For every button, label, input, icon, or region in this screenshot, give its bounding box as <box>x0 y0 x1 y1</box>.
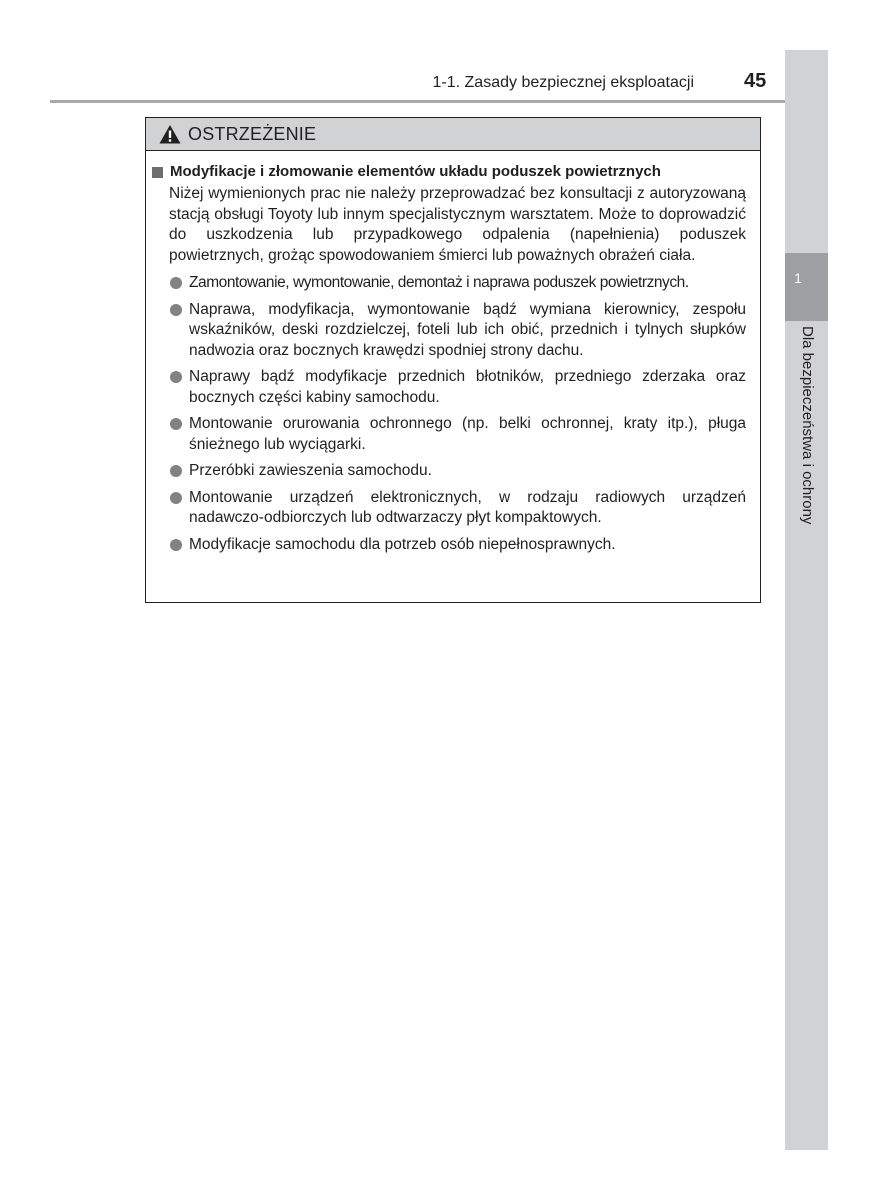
warning-subheading-text: Modyfikacje i złomowanie elementów układu poduszek powietrznych <box>170 163 661 180</box>
bullet-dot-icon <box>170 371 182 383</box>
warning-subheading <box>152 162 746 182</box>
list-item-text: Zamontowanie, wymontowanie, demontaż i naprawa poduszek powietrznych. <box>189 274 689 291</box>
chapter-title: Dla bezpieczeństwa i ochrony <box>799 326 816 525</box>
chapter-tab-bar <box>785 50 828 1150</box>
list-item-text: Naprawy bądź modyfikacje przednich błotników, przedniego zderzaka oraz bocznych części kabiny samochodu. <box>189 368 746 406</box>
square-bullet-icon <box>152 167 163 178</box>
bullet-dot-icon <box>170 492 182 504</box>
list-item <box>152 461 746 482</box>
list-item-text: Modyfikacje samochodu dla potrzeb osób niepełnosprawnych. <box>189 535 616 553</box>
warning-header <box>146 118 760 151</box>
chapter-tab-active <box>785 253 828 321</box>
warning-content <box>146 151 760 555</box>
list-item-text: Montowanie urządzeń elektronicznych, w rodzaju radiowych urządzeń nadawczo-odbiorczych lub odtwarzaczy płyt kompaktowych. <box>189 488 746 526</box>
bullet-dot-icon <box>170 465 182 477</box>
section-title: 1-1. Zasady bezpiecznej eksploatacji <box>432 74 694 91</box>
header-rule <box>50 100 785 103</box>
bullet-dot-icon <box>170 304 182 316</box>
list-item <box>152 367 746 408</box>
list-item <box>152 300 746 362</box>
list-item-text: Montowanie orurowania ochronnego (np. belki ochronnej, kraty itp.), pługa śnieżnego lub wyciągarki. <box>189 415 746 453</box>
warning-box <box>145 117 761 603</box>
list-item-text: Przeróbki zawieszenia samochodu. <box>189 462 432 479</box>
list-item <box>152 488 746 529</box>
list-item <box>152 414 746 455</box>
list-item <box>152 273 746 294</box>
warning-triangle-icon <box>159 124 181 144</box>
warning-intro: Niżej wymienionych prac nie należy przeprowadzać bez konsultacji z autoryzowaną stacją obsługi Toyoty lub innym specjalistycznym warsztatem. Może to doprowadzić do uszkodzenia lub przypadkowego odpalenia (napełnienia) poduszek powietrznych, grożąc spowodowaniem śmierci lub poważnych obrażeń ciała. <box>169 185 746 264</box>
page-number: 45 <box>744 70 767 92</box>
warning-title: OSTRZEŻENIE <box>188 123 317 144</box>
bullet-dot-icon <box>170 277 182 289</box>
warning-list <box>152 273 746 555</box>
chapter-number: 1 <box>794 270 802 286</box>
bullet-dot-icon <box>170 418 182 430</box>
bullet-dot-icon <box>170 539 182 551</box>
list-item-text: Naprawa, modyfikacja, wymontowanie bądź wymiana kierownicy, zespołu wskaźników, deski rozdzielczej, foteli lub ich obić, przednich i tylnych słupków nadwozia oraz bocznych krawędzi spodniej strony dachu. <box>189 300 746 359</box>
list-item <box>152 535 746 556</box>
